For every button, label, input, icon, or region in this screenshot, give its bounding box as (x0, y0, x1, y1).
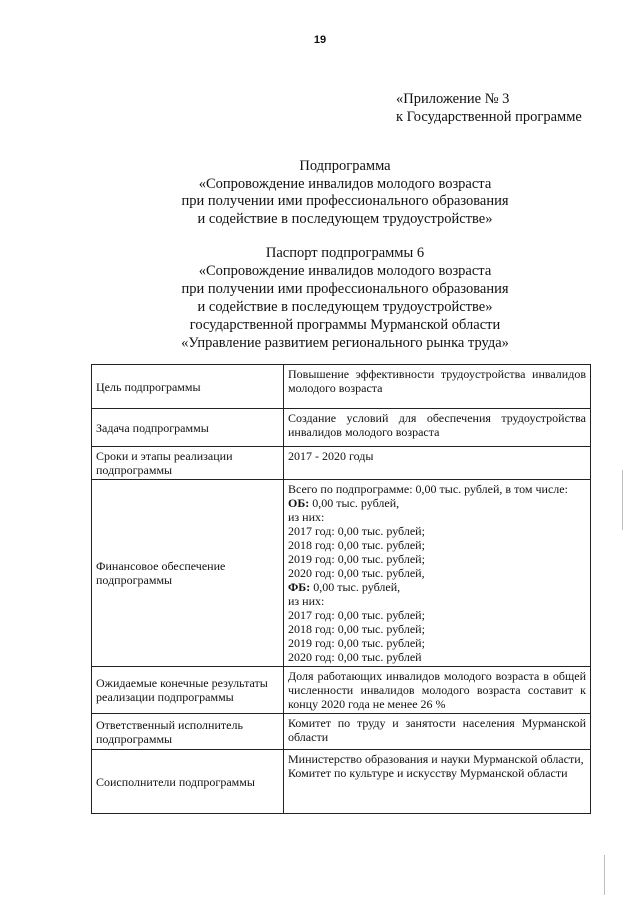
task-label: Задача подпрограммы (92, 409, 284, 447)
passport-line: и содействие в последующем трудоустройстве» (197, 299, 493, 315)
table-row-finance (92, 480, 591, 667)
coexecutor-item: Комитет по культуре и искусству Мурманской области (288, 766, 568, 780)
ob-prefix: ОБ: (288, 496, 310, 510)
results-value: Доля работающих инвалидов молодого возраста в общей численности инвалидов молодого возраста составит к концу 2020 года не менее 26 % (284, 667, 591, 714)
table-row-coexecutors (92, 750, 591, 814)
title-line: Подпрограмма (299, 158, 391, 174)
fb-year: 2019 год: 0,00 тыс. рублей; (288, 636, 425, 650)
coexecutors-value (284, 750, 591, 814)
passport-line: «Сопровождение инвалидов молодого возраста (198, 263, 492, 279)
finance-ob (288, 496, 586, 510)
passport-table (91, 364, 591, 814)
ob-year: 2020 год: 0,00 тыс. рублей, (288, 566, 425, 580)
fb-prefix: ФБ: (288, 580, 311, 594)
scan-artifact (604, 855, 605, 895)
executor-value: Комитет по труду и занятости населения Мурманской области (284, 714, 591, 750)
passport-line: государственной программы Мурманской области (189, 317, 501, 333)
ob-value: 0,00 тыс. рублей, (309, 496, 400, 510)
coexecutors-label: Соисполнители подпрограммы (92, 750, 284, 814)
goal-value: Повышение эффективности трудоустройства инвалидов молодого возраста (284, 365, 591, 409)
passport-line: при получении ими профессионального образования (181, 281, 509, 297)
table-row-goal (92, 365, 591, 409)
subprogram-title (150, 158, 540, 228)
fb-year: 2017 год: 0,00 тыс. рублей; (288, 608, 425, 622)
title-line: при получении ими профессионального образования (181, 193, 509, 209)
appendix-header (396, 90, 626, 126)
table-row-terms (92, 447, 591, 480)
passport-title (130, 244, 560, 352)
goal-label: Цель подпрограммы (92, 365, 284, 409)
page-number: 19 (313, 34, 327, 46)
fb-year: 2020 год: 0,00 тыс. рублей (288, 650, 422, 664)
ob-year: 2019 год: 0,00 тыс. рублей; (288, 552, 425, 566)
title-line: и содействие в последующем трудоустройстве» (197, 210, 493, 227)
passport-line: Паспорт подпрограммы 6 (265, 245, 425, 261)
scan-artifact (622, 470, 623, 530)
appendix-line: к Государственной программе (396, 109, 582, 125)
coexecutor-item: Министерство образования и науки Мурманской области, (288, 752, 584, 766)
ob-of-them: из них: (288, 510, 325, 524)
results-label: Ожидаемые конечные результаты реализации подпрограммы (92, 667, 284, 714)
table-row-task (92, 409, 591, 447)
passport-line: «Управление развитием регионального рынка труда» (181, 335, 509, 351)
ob-year: 2017 год: 0,00 тыс. рублей; (288, 524, 425, 538)
fb-value: 0,00 тыс. рублей, (310, 580, 401, 594)
fb-of-them: из них: (288, 594, 325, 608)
fb-year: 2018 год: 0,00 тыс. рублей; (288, 622, 425, 636)
finance-label: Финансовое обеспечение подпрограммы (92, 480, 284, 667)
terms-label: Сроки и этапы реализации подпрограммы (92, 447, 284, 480)
title-line: «Сопровождение инвалидов молодого возраста (198, 175, 492, 192)
ob-year: 2018 год: 0,00 тыс. рублей; (288, 538, 425, 552)
table-row-results (92, 667, 591, 714)
finance-total: Всего по подпрограмме: 0,00 тыс. рублей, в том числе: (288, 482, 568, 496)
table-row-executor (92, 714, 591, 750)
appendix-line: «Приложение № 3 (396, 91, 510, 107)
finance-fb (288, 580, 586, 594)
task-value: Создание условий для обеспечения трудоустройства инвалидов молодого возраста (284, 409, 591, 447)
executor-label: Ответственный исполнитель подпрограммы (92, 714, 284, 750)
finance-value (284, 480, 591, 667)
terms-value: 2017 - 2020 годы (284, 447, 591, 480)
